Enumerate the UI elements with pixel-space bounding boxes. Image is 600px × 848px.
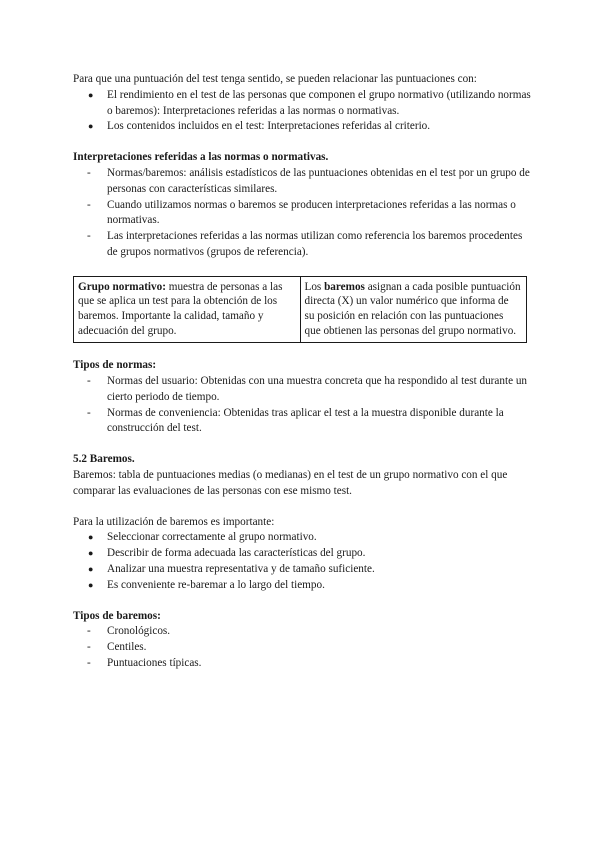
bullet-marker: ● <box>88 532 94 543</box>
baremos-importance-intro: Para la utilización de baremos es importante: <box>73 515 275 528</box>
baremos-definition-paragraph: Baremos: tabla de puntuaciones medias (o medianas) en el test de un grupo normativo con el que comparar las evaluaciones de las personas con ese mismo test. <box>73 468 508 497</box>
list-item <box>73 198 533 230</box>
list-item-text: Es conveniente re-baremar a lo largo del tiempo. <box>107 578 325 591</box>
document-page <box>73 72 533 672</box>
intro-paragraph: Para que una puntuación del test tenga sentido, se pueden relacionar las puntuaciones con: <box>73 73 477 85</box>
list-item-text: El rendimiento en el test de las personas que componen el grupo normativo (utilizando normas o baremos): Interpretaciones referidas a las normas o normativas. <box>107 88 531 117</box>
list-item-text: Normas del usuario: Obtenidas con una muestra concreta que ha respondido al test durante un cierto periodo de tiempo. <box>107 374 528 403</box>
list-item-text: Puntuaciones típicas. <box>107 656 202 669</box>
list-item <box>73 119 533 135</box>
grupo-normativo-definition: muestra de personas a las que se aplica un test para la obtención de los baremos. Importante la calidad, tamaño y adecuación del grupo. <box>78 280 283 337</box>
list-item-text: Cuando utilizamos normas o baremos se producen interpretaciones referidas a las normas o normativas. <box>107 198 516 227</box>
bullet-marker: ● <box>88 89 94 100</box>
section-heading-normativas: Interpretaciones referidas a las normas o normativas. <box>73 151 329 164</box>
intro-bullet-list <box>73 88 533 135</box>
list-item <box>73 530 533 546</box>
list-item <box>73 656 533 672</box>
dash-marker: - <box>87 406 91 419</box>
list-item <box>73 562 533 578</box>
list-item <box>73 229 533 261</box>
dash-marker: - <box>87 656 91 669</box>
dash-marker: - <box>87 230 91 243</box>
section-heading-baremos: 5.2 Baremos. <box>73 453 135 466</box>
list-item-text: Cronológicos. <box>107 625 171 638</box>
list-item <box>73 166 533 198</box>
grupo-normativo-term: Grupo normativo: <box>78 280 166 293</box>
list-item <box>73 624 533 640</box>
dash-marker: - <box>87 166 91 179</box>
bullet-marker: ● <box>88 121 94 132</box>
dash-marker: - <box>87 641 91 654</box>
definition-box <box>73 276 527 343</box>
list-item-text: Normas de conveniencia: Obtenidas tras aplicar el test a la muestra disponible durante la construcción del test. <box>107 406 504 435</box>
bullet-marker: ● <box>88 563 94 574</box>
list-item <box>73 578 533 594</box>
dash-marker: - <box>87 198 91 211</box>
list-item-text: Centiles. <box>107 641 147 654</box>
list-item <box>73 406 533 438</box>
baremos-term: baremos <box>324 280 365 293</box>
list-item-text: Normas/baremos: análisis estadísticos de las puntuaciones obtenidas en el test por un grupo de personas con características similares. <box>107 166 530 195</box>
list-item-text: Analizar una muestra representativa y de tamaño suficiente. <box>107 562 375 575</box>
tipos-normas-list <box>73 374 533 437</box>
baremos-prefix: Los <box>304 280 325 293</box>
list-item <box>73 546 533 562</box>
list-item <box>73 640 533 656</box>
list-item-text: Las interpretaciones referidas a las normas utilizan como referencia los baremos procedentes de grupos normativos (grupos de referencia). <box>107 230 523 258</box>
dash-marker: - <box>87 374 91 387</box>
list-item-text: Los contenidos incluidos en el test: Interpretaciones referidas al criterio. <box>107 120 431 133</box>
baremos-cell <box>300 276 527 342</box>
bullet-marker: ● <box>88 548 94 559</box>
list-item <box>73 374 533 406</box>
dash-marker: - <box>87 625 91 638</box>
list-item <box>73 88 533 120</box>
bullet-marker: ● <box>88 579 94 590</box>
section-heading-tipos-normas: Tipos de normas: <box>73 359 157 372</box>
list-item-text: Seleccionar correctamente al grupo normativo. <box>107 531 317 544</box>
baremos-definition: asignan a cada posible puntuación directa (X) un valor numérico que informa de su posición en relación con las puntuaciones que obtienen las personas del grupo normativo. <box>304 280 521 337</box>
normativas-list <box>73 166 533 261</box>
section-heading-tipos-baremos: Tipos de baremos: <box>73 609 161 622</box>
tipos-baremos-list <box>73 624 533 671</box>
list-item-text: Describir de forma adecuada las características del grupo. <box>107 547 366 560</box>
grupo-normativo-cell <box>74 276 301 342</box>
baremos-importance-list <box>73 530 533 593</box>
